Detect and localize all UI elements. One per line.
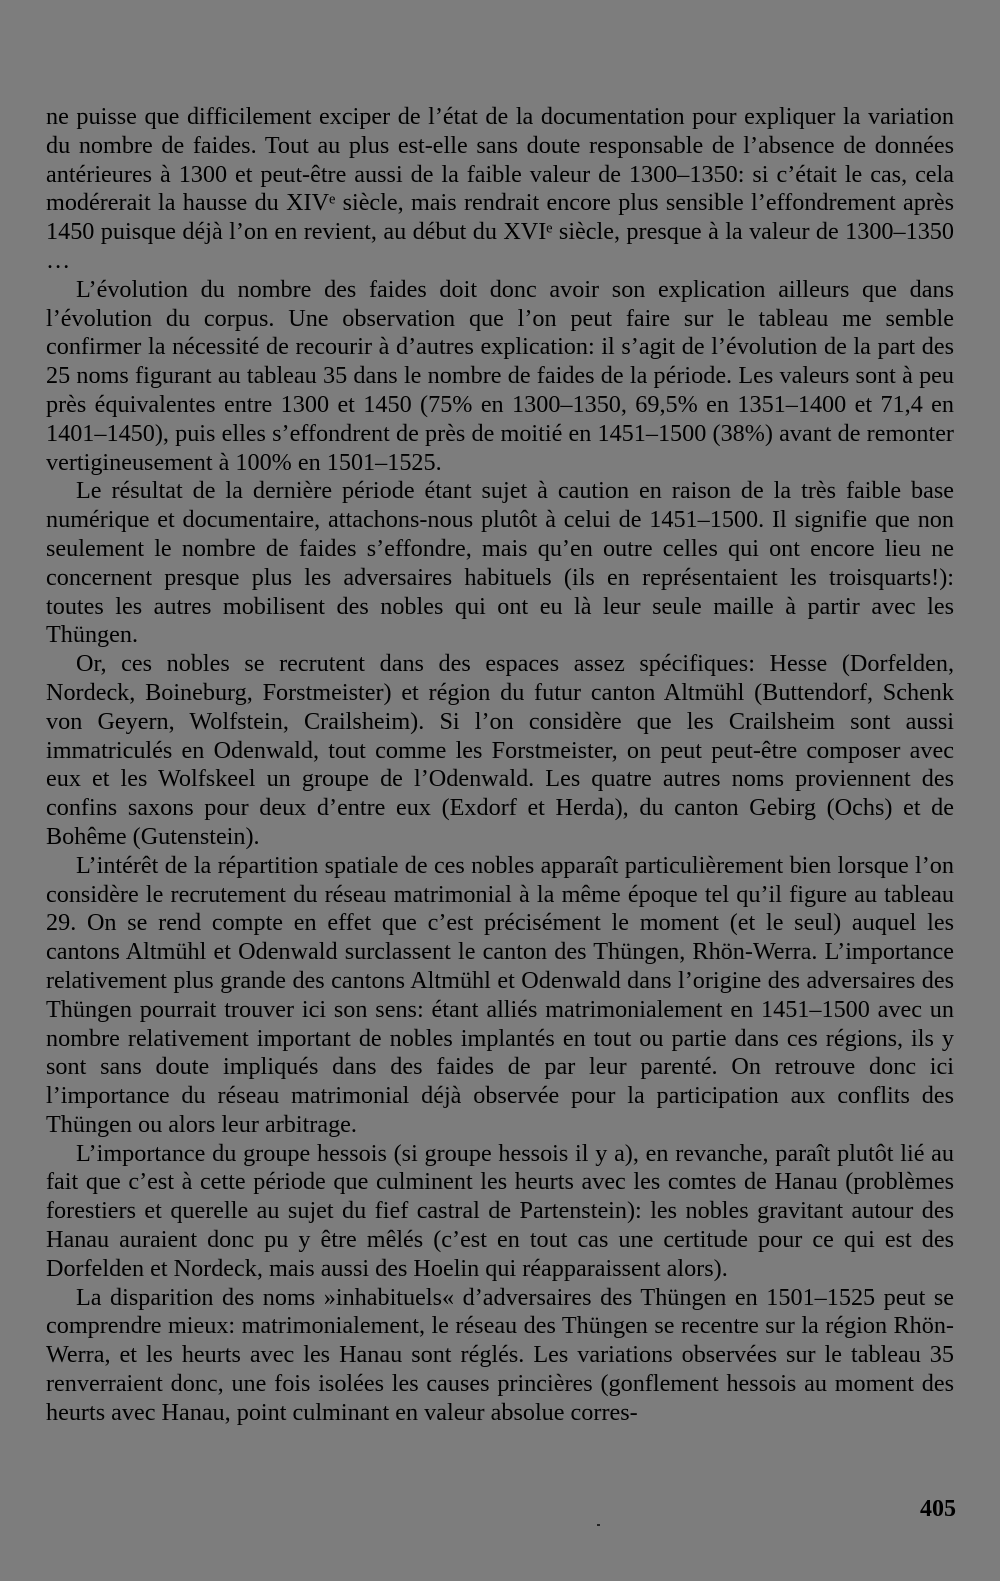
paragraph-5: L’intérêt de la répartition spatiale de ces nobles apparaît particulièrement bien lorsque l’on considère le recrutement du réseau matrimonial à la même époque tel qu’il figure au tableau 29. On se rend compte en effet que c’est précisément le moment (et le seul) auquel les cantons Altmühl et Odenwald surclassent le canton des Thüngen, Rhön-Werra. L’importance relativement plus grande des cantons Altmühl et Odenwald dans l’origine des adversaires des Thüngen pourrait trouver ici son sens: étant alliés matrimonialement en 1451–1500 avec un nombre relativement important de nobles implantés en tout ou partie dans ces régions, ils y sont sans doute impliqués dans des faides de par leur parenté. On retrouve donc ici l’importance du réseau matrimonial déjà observée pour la participation aux conflits des Thüngen ou alors leur arbitrage. <box>46 851 954 1138</box>
paragraph-4: Or, ces nobles se recrutent dans des espaces assez spécifiques: Hesse (Dorfelden, Nordeck, Boineburg, Forstmeister) et région du futur canton Altmühl (Buttendorf, Schenk von Geyern, Wolfstein, Crailsheim). Si l’on considère que les Crailsheim sont aussi immatriculés en Odenwald, tout comme les Forstmeister, on peut peut-être composer avec eux et les Wolfskeel un groupe de l’Odenwald. Les quatre autres noms proviennent des confins saxons pour deux d’entre eux (Exdorf et Herda), du canton Gebirg (Ochs) et de Bohême (Gutenstein). <box>46 650 954 850</box>
paragraph-7: La disparition des noms »inhabituels« d’adversaires des Thüngen en 1501–1525 peut se comprendre mieux: matrimonialement, le réseau des Thüngen se recentre sur la région Rhön-Werra, et les heurts avec les Hanau sont réglés. Les variations observées sur le tableau 35 renverraient donc, une fois isolées les causes princières (gonflement hessois au moment des heurts avec Hanau, point culminant en valeur absolue corres- <box>46 1283 954 1426</box>
paragraph-1: ne puisse que difficilement exciper de l’état de la documentation pour expliquer la variation du nombre de faides. Tout au plus est-elle sans doute responsable de l’absence de données antérieures à 1300 et peut-être aussi de la faible valeur de 1300–1350: si c’était le cas, cela modérerait la hausse du XIVᵉ siècle, mais rendrait encore plus sensible l’effondrement après 1450 puisque déjà l’on en revient, au début du XVIᵉ siècle, presque à la valeur de 1300–1350 … <box>46 103 954 274</box>
paragraph-6: L’importance du groupe hessois (si groupe hessois il y a), en revanche, paraît plutôt lié au fait que c’est à cette période que culminent les heurts avec les comtes de Hanau (problèmes forestiers et querelle au sujet du fief castral de Partenstein): les nobles gravitant autour des Hanau auraient donc pu y être mêlés (c’est en tout cas une certitude pour ce qui est des Dorfelden et Nordeck, mais aussi des Hoelin qui réapparaissent alors). <box>46 1139 954 1282</box>
paragraph-2: L’évolution du nombre des faides doit donc avoir son explication ailleurs que dans l’évolution du corpus. Une observation que l’on peut faire sur le tableau me semble confirmer la nécessité de recourir à d’autres explication: il s’agit de l’évolution de la part des 25 noms figurant au tableau 35 dans le nombre de faides de la période. Les valeurs sont à peu près équivalentes entre 1300 et 1450 (75% en 1300–1350, 69,5% en 1351–1400 et 71,4 en 1401–1450), puis elles s’effondrent de près de moitié en 1451–1500 (38%) avant de remonter vertigineusement à 100% en 1501–1525. <box>46 275 954 476</box>
page-number: 405 <box>920 1496 956 1522</box>
document-page <box>46 103 954 1428</box>
paragraph-3: Le résultat de la dernière période étant sujet à caution en raison de la très faible base numérique et documentaire, attachons-nous plutôt à celui de 1451–1500. Il signifie que non seulement le nombre de faides s’effondre, mais qu’en outre celles qui ont encore lieu ne concernent presque plus les adversaires habituels (ils en représentaient les troisquarts!): toutes les autres mobilisent des nobles qui ont eu là leur seule maille à partir avec les Thüngen. <box>46 477 954 649</box>
scan-speck <box>597 1524 600 1526</box>
